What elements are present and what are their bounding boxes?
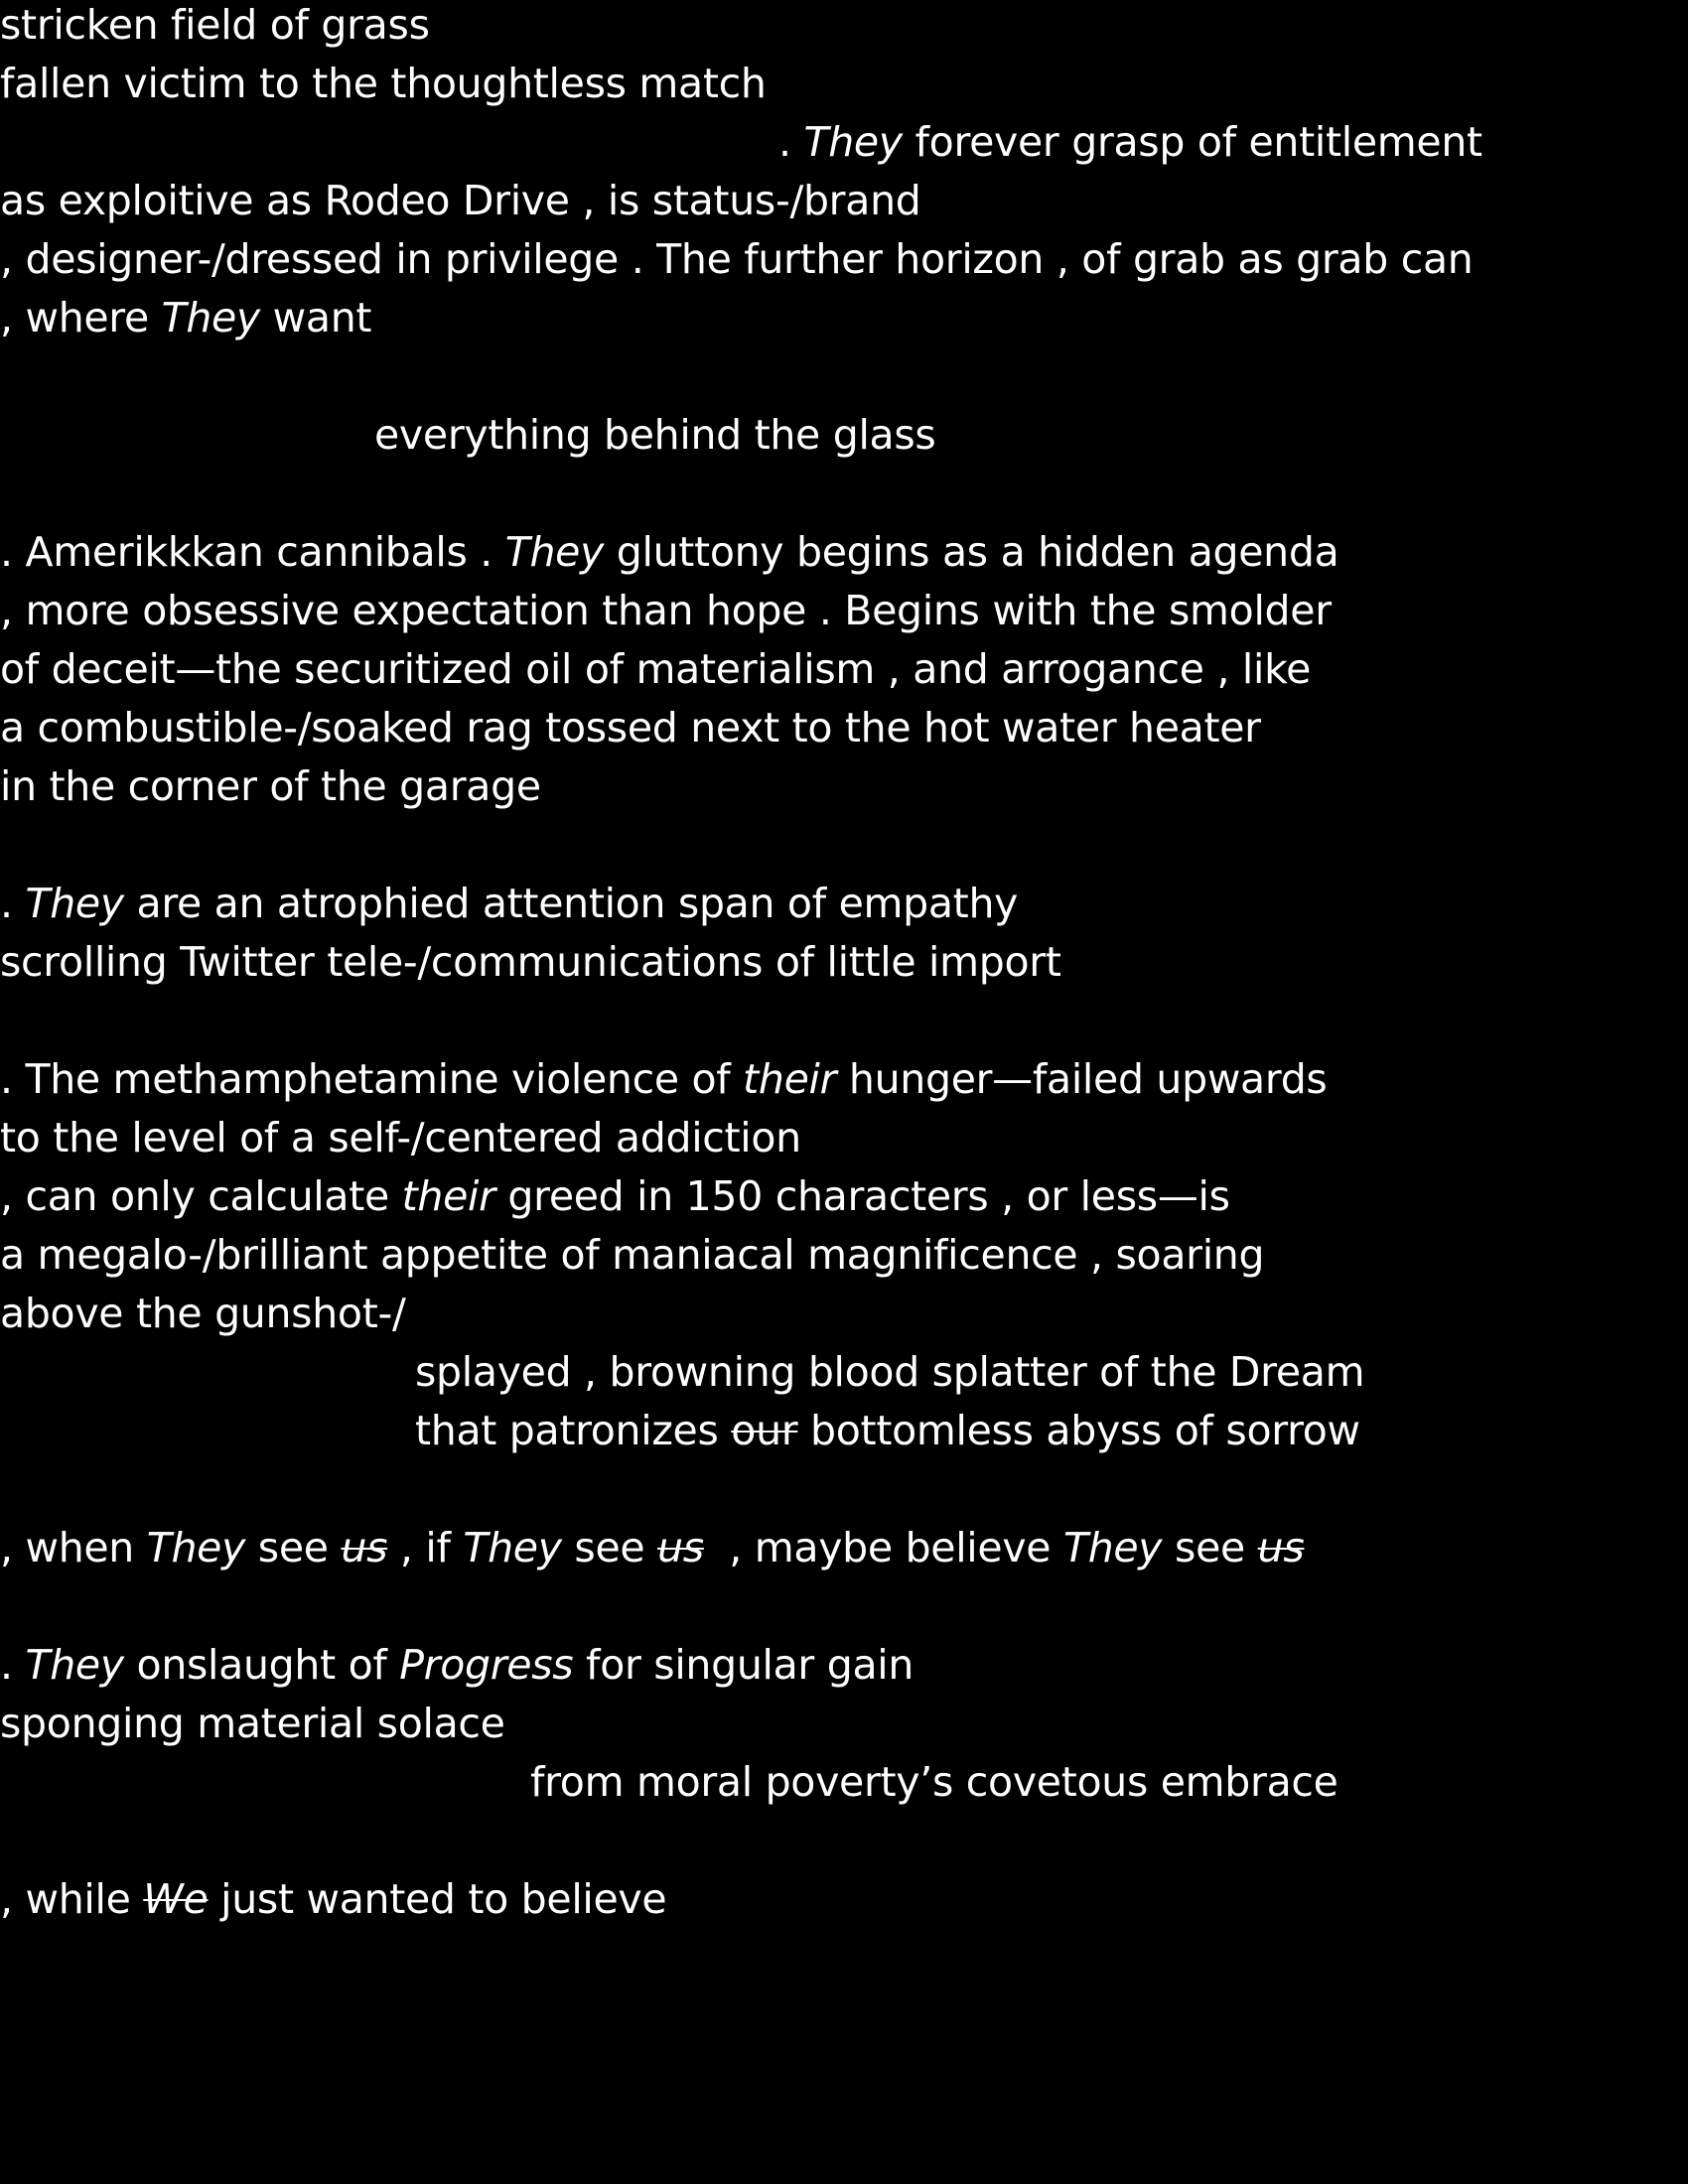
line-text: bottomless abyss of sorrow: [797, 1407, 1360, 1454]
poem-line: [415, 1406, 1360, 1455]
line-text: stricken field of grass: [0, 1, 430, 49]
poem-line: [415, 1347, 1364, 1397]
line-text: above the gunshot-/: [0, 1290, 406, 1337]
line-text: forever grasp of entitlement: [902, 118, 1482, 166]
italic-word: They: [803, 118, 903, 166]
line-text: gluttony begins as a hidden agenda: [604, 528, 1339, 576]
poem-line: [0, 1054, 1328, 1104]
poem-line: [0, 527, 1338, 577]
poem-line: [0, 761, 541, 811]
line-text: want: [259, 294, 372, 341]
struck-word: us: [341, 1524, 388, 1571]
italic-word: They: [161, 294, 260, 341]
struck-word: us: [1257, 1524, 1305, 1571]
line-text: .: [0, 1641, 26, 1689]
poem-line: [0, 234, 1473, 284]
italic-word: They: [1062, 1524, 1163, 1571]
poem-line: [0, 879, 1018, 928]
struck-word: We: [143, 1875, 209, 1923]
line-text: splayed , browning blood splatter of the Dream: [415, 1348, 1365, 1396]
line-text: in the corner of the garage: [0, 762, 541, 810]
line-text: .: [0, 880, 26, 927]
line-text: see: [245, 1524, 342, 1571]
line-text: a megalo-/brilliant appetite of maniacal magnificence , soaring: [0, 1231, 1265, 1279]
italic-word: They: [504, 528, 605, 576]
line-text: , while: [0, 1875, 144, 1923]
italic-word: They: [25, 1641, 124, 1689]
poem-line: [0, 586, 1332, 635]
line-text: everything behind the glass: [374, 411, 936, 459]
poem-line: [0, 293, 371, 342]
line-text: that patronizes: [415, 1407, 732, 1454]
line-text: see: [561, 1524, 658, 1571]
line-text: just wanted to believe: [208, 1875, 667, 1923]
line-text: , if: [387, 1524, 464, 1571]
line-text: from moral poverty’s covetous embrace: [530, 1758, 1338, 1806]
line-text: , can only calculate: [0, 1172, 402, 1220]
line-text: onslaught of: [123, 1641, 400, 1689]
line-text: , where: [0, 294, 162, 341]
italic-word: They: [146, 1524, 246, 1571]
poem-line: [0, 176, 920, 225]
line-text: hunger—failed upwards: [836, 1055, 1328, 1103]
poem-line: [0, 0, 430, 50]
struck-word: [657, 1524, 704, 1571]
line-text: , maybe believe: [703, 1524, 1063, 1571]
italic-word: their: [401, 1172, 495, 1220]
struck-word: our: [731, 1407, 798, 1454]
poem-line: [0, 1230, 1264, 1280]
poem-line: [0, 1640, 914, 1690]
poem-line: [0, 1699, 505, 1748]
italic-word: They: [463, 1524, 562, 1571]
poem-line: [0, 1289, 405, 1338]
line-text: for singular gain: [573, 1641, 914, 1689]
italic-word: their: [743, 1055, 837, 1103]
struck-word: [143, 1875, 208, 1923]
line-text: , when: [0, 1524, 147, 1571]
line-text: , more obsessive expectation than hope . Begins with the smolder: [0, 587, 1332, 634]
line-text: fallen victim to the thoughtless match: [0, 60, 767, 107]
line-text: sponging material solace: [0, 1700, 505, 1747]
poem-line: [0, 937, 1061, 987]
struck-word: [1258, 1524, 1305, 1571]
line-text: .: [778, 118, 804, 166]
line-text: a combustible-/soaked rag tossed next to the hot water heater: [0, 704, 1261, 751]
poem-line: [0, 1523, 1304, 1572]
poem-line: [0, 1171, 1230, 1221]
line-text: are an atrophied attention span of empathy: [123, 880, 1019, 927]
poem-line: [374, 410, 935, 460]
line-text: scrolling Twitter tele-/communications of little import: [0, 938, 1061, 986]
line-text: , designer-/dressed in privilege . The further horizon , of grab as grab can: [0, 235, 1474, 283]
line-text: see: [1162, 1524, 1258, 1571]
poem-line: [0, 59, 767, 108]
poem-line: [0, 1113, 801, 1162]
poem-line: [530, 1757, 1338, 1807]
poem-line: [778, 117, 1482, 167]
line-text: to the level of a self-/centered addiction: [0, 1114, 801, 1161]
line-text: as exploitive as Rodeo Drive , is status-/brand: [0, 177, 921, 224]
poem-line: [0, 1874, 666, 1924]
line-text: . Amerikkkan cannibals .: [0, 528, 505, 576]
struck-word: us: [657, 1524, 704, 1571]
struck-word: [341, 1524, 387, 1571]
line-text: greed in 150 characters , or less—is: [494, 1172, 1230, 1220]
line-text: of deceit—the securitized oil of materialism , and arrogance , like: [0, 645, 1312, 693]
italic-word: Progress: [399, 1641, 574, 1689]
line-text: . The methamphetamine violence of: [0, 1055, 744, 1103]
poem-line: [0, 644, 1311, 694]
poem-line: [0, 703, 1261, 752]
italic-word: They: [25, 880, 124, 927]
